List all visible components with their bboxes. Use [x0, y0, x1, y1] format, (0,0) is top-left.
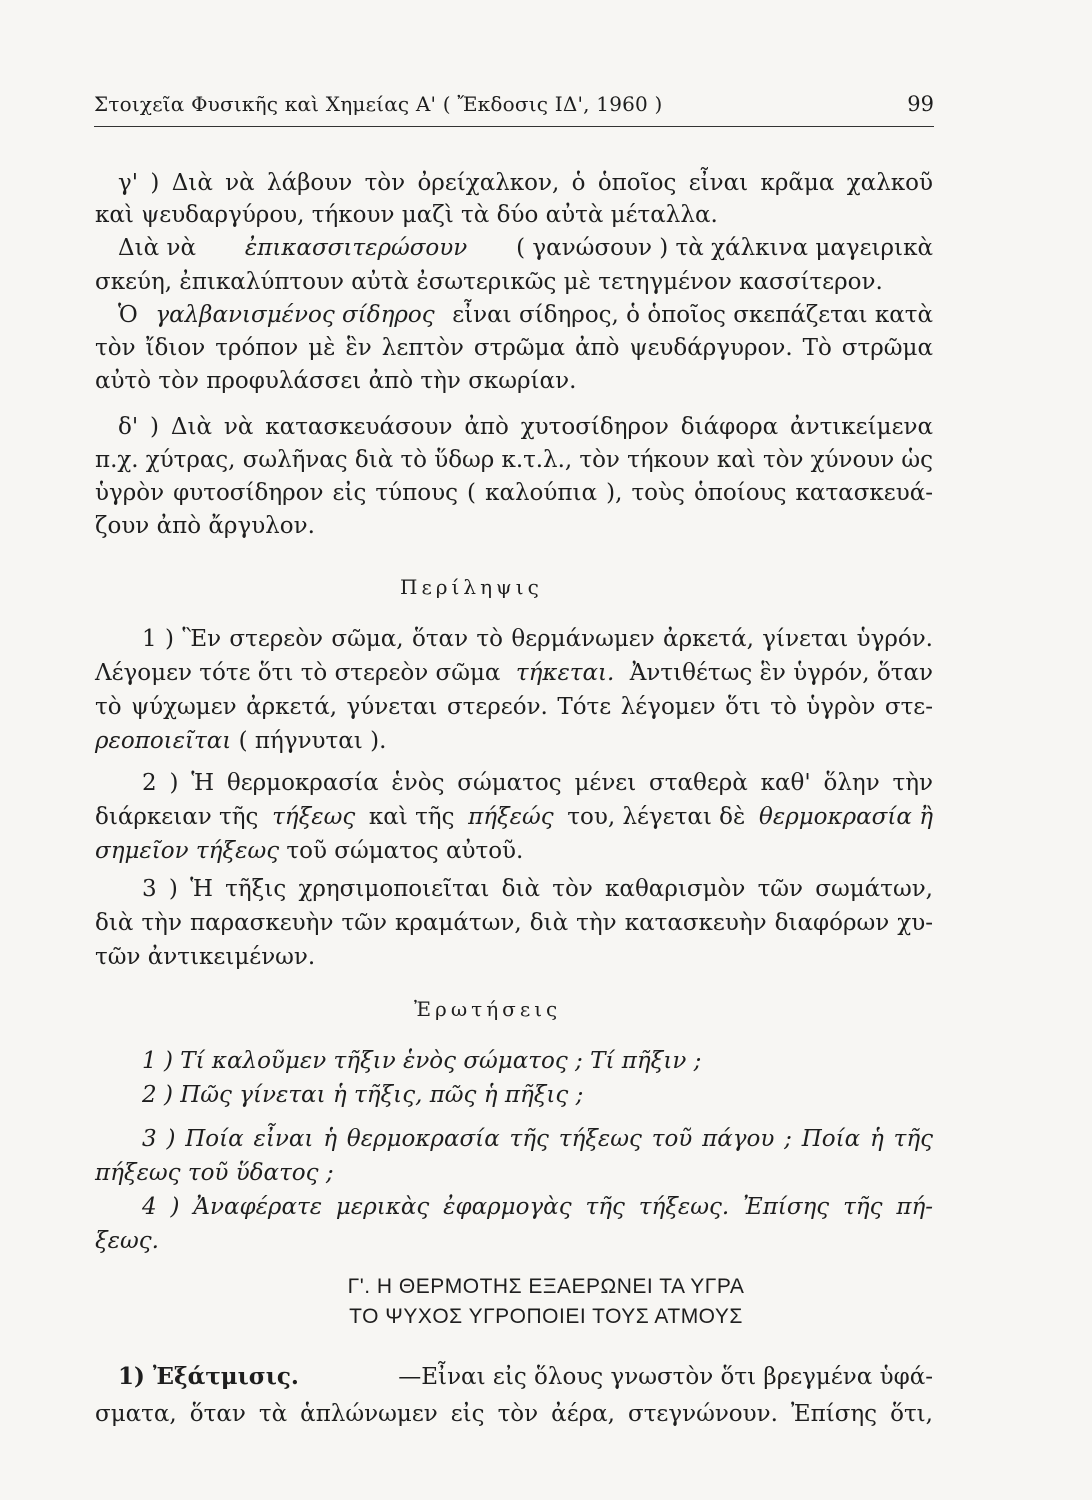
- text-line: [95, 691, 933, 723]
- text-line: [118, 411, 933, 443]
- line-text: —Εἶναι εἰς ὅλους γνωστὸν ὅτι βρεγμένα ὑφά-: [398, 1364, 933, 1390]
- line-text: καὶ τῆς: [368, 804, 455, 830]
- italic-term: τήκεται.: [515, 660, 615, 686]
- question-item: [142, 1191, 933, 1223]
- text-line: [95, 266, 883, 298]
- text-line: [118, 232, 933, 264]
- line-text: του, λέγεται δὲ: [567, 804, 746, 830]
- line-text: 2 ) Ἡ θερμοκρασία ἑνὸς σώματος μένει σταθερὰ καθ' ὅλην τὴν: [142, 770, 933, 796]
- text-line: [95, 801, 933, 833]
- line-text: 1 ) Ἓν στερεὸν σῶμα, ὅταν τὸ θερμάνωμεν ἀρκετά, γίνεται ὑγρόν.: [142, 626, 933, 652]
- question-text: 3 ) Ποία εἶναι ἡ θερμοκρασία τῆς τήξεως τοῦ πάγου ; Ποία ἡ τῆς: [142, 1126, 933, 1152]
- running-head: Στοιχεῖα Φυσικῆς καὶ Χημείας Α' ( Ἔκδοσις ΙΔ', 1960 ): [94, 92, 663, 116]
- line-text: Ὁ: [118, 302, 138, 328]
- line-text: Διὰ νὰ: [118, 235, 196, 261]
- line-text: τὸν ἴδιον τρόπον μὲ ἓν λεπτὸν στρῶμα ἀπὸ ψευδάργυρον. Τὸ στρῶμα: [95, 335, 933, 361]
- line-text: σματα, ὅταν τὰ ἁπλώνωμεν εἰς τὸν ἀέρα, στεγνώνουν. Ἐπίσης ὅτι,: [95, 1401, 933, 1427]
- text-line: [95, 907, 933, 939]
- text-line: [95, 941, 315, 973]
- section-subtitle: ΤΟ ΨΥΧΟΣ ΥΓΡΟΠΟΙΕΙ ΤΟΥΣ ΑΤΜΟΥΣ: [349, 1305, 743, 1328]
- question-item: [142, 1045, 701, 1077]
- line-text: Λέγομεν τότε ὅτι τὸ στερεὸν σῶμα: [95, 660, 501, 686]
- question-text: ξεως.: [95, 1228, 159, 1254]
- text-line: [118, 1361, 933, 1393]
- page-header: [94, 92, 934, 127]
- text-line: [95, 725, 386, 757]
- line-text: ζουν ἀπὸ ἄργυλον.: [95, 513, 315, 539]
- line-text: τῶν ἀντικειμένων.: [95, 944, 316, 970]
- bold-term: 1) Ἐξάτμισις.: [118, 1363, 299, 1390]
- question-item: [142, 1079, 583, 1111]
- line-text: αὐτὸ τὸν προφυλάσσει ἀπὸ τὴν σκωρίαν.: [95, 368, 577, 394]
- question-item: [95, 1225, 159, 1257]
- text-line: [95, 1398, 933, 1430]
- line-text: ( πήγνυται ).: [238, 728, 387, 754]
- text-line: [95, 444, 933, 476]
- line-text: σκεύη, ἐπικαλύπτουν αὐτὰ ἐσωτερικῶς μὲ τετηγμένον κασσίτερον.: [95, 269, 883, 295]
- italic-term: ἐπικασσιτερώσουν: [244, 235, 468, 261]
- line-text: ( γανώσουν ) τὰ χάλκινα μαγειρικὰ: [516, 235, 933, 261]
- line-text: εἶναι σίδηρος, ὁ ὁποῖος σκεπάζεται κατὰ: [452, 302, 933, 328]
- text-line: [95, 365, 576, 397]
- line-text: διὰ τὴν παρασκευὴν τῶν κραμάτων, διὰ τὴν κατασκευὴν διαφόρων χυ-: [95, 910, 933, 936]
- line-text: δ' ) Διὰ νὰ κατασκευάσουν ἀπὸ χυτοσίδηρον διάφορα ἀντικείμενα: [118, 414, 933, 440]
- line-text: τοῦ σώματος αὐτοῦ.: [286, 838, 524, 864]
- questions-heading: Ἐρωτήσεις: [414, 997, 562, 1021]
- text-line: [95, 199, 718, 231]
- text-line: [118, 299, 933, 331]
- question-item: [95, 1157, 334, 1189]
- question-text: 2 ) Πῶς γίνεται ἡ τῆξις, πῶς ἡ πῆξις ;: [142, 1082, 584, 1108]
- line-text: γ' ) Διὰ νὰ λάβουν τὸν ὀρείχαλκον, ὁ ὁποῖος εἶναι κρᾶμα χαλκοῦ: [118, 170, 933, 196]
- text-line: [95, 657, 933, 689]
- text-line: [142, 873, 933, 905]
- text-line: [95, 510, 315, 542]
- text-line: [118, 167, 933, 199]
- line-text: διάρκειαν τῆς: [95, 804, 259, 830]
- line-text: καὶ ψευδαργύρου, τήκουν μαζὶ τὰ δύο αὐτὰ μέταλλα.: [95, 202, 718, 228]
- question-item: [142, 1123, 933, 1155]
- text-line: [95, 477, 933, 509]
- question-text: 1 ) Τί καλοῦμεν τῆξιν ἑνὸς σώματος ; Τί πῆξιν ;: [142, 1048, 702, 1074]
- text-line: [95, 332, 933, 364]
- summary-heading: Περίληψις: [400, 575, 543, 599]
- italic-term: θερμοκρασία ἢ: [759, 804, 933, 830]
- line-text: Ἀντιθέτως ἓν ὑγρόν, ὅταν: [629, 660, 933, 686]
- page-number: 99: [907, 92, 934, 116]
- italic-term: γαλβανισμένος σίδηρος: [155, 302, 435, 328]
- question-text: 4 ) Ἀναφέρατε μερικὰς ἐφαρμογὰς τῆς τήξεως. Ἐπίσης τῆς πή-: [142, 1194, 933, 1220]
- line-text: 3 ) Ἡ τῆξις χρησιμοποιεῖται διὰ τὸν καθαρισμὸν τῶν σωμάτων,: [142, 876, 933, 902]
- section-title: Γ'. Η ΘΕΡΜΟΤΗΣ ΕΞΑΕΡΩΝΕΙ ΤΑ ΥΓΡΑ: [347, 1275, 745, 1298]
- text-line: [95, 835, 523, 867]
- text-line: [142, 623, 933, 655]
- line-text: π.χ. χύτρας, σωλῆνας διὰ τὸ ὕδωρ κ.τ.λ., τὸν τήκουν καὶ τὸν χύνουν ὡς: [95, 447, 933, 473]
- question-text: πήξεως τοῦ ὕδατος ;: [95, 1160, 334, 1186]
- line-text: ὑγρὸν φυτοσίδηρον εἰς τύπους ( καλούπια ), τοὺς ὁποίους κατασκευά-: [95, 480, 933, 506]
- italic-term: πήξεώς: [468, 804, 554, 830]
- italic-term: τήξεως: [272, 804, 356, 830]
- italic-term: σημεῖον τήξεως: [95, 838, 280, 864]
- italic-term: ρεοποιεῖται: [95, 728, 232, 754]
- text-line: [142, 767, 933, 799]
- line-text: τὸ ψύχωμεν ἀρκετά, γύνεται στερεόν. Τότε λέγομεν ὅτι τὸ ὑγρὸν στε-: [95, 694, 933, 720]
